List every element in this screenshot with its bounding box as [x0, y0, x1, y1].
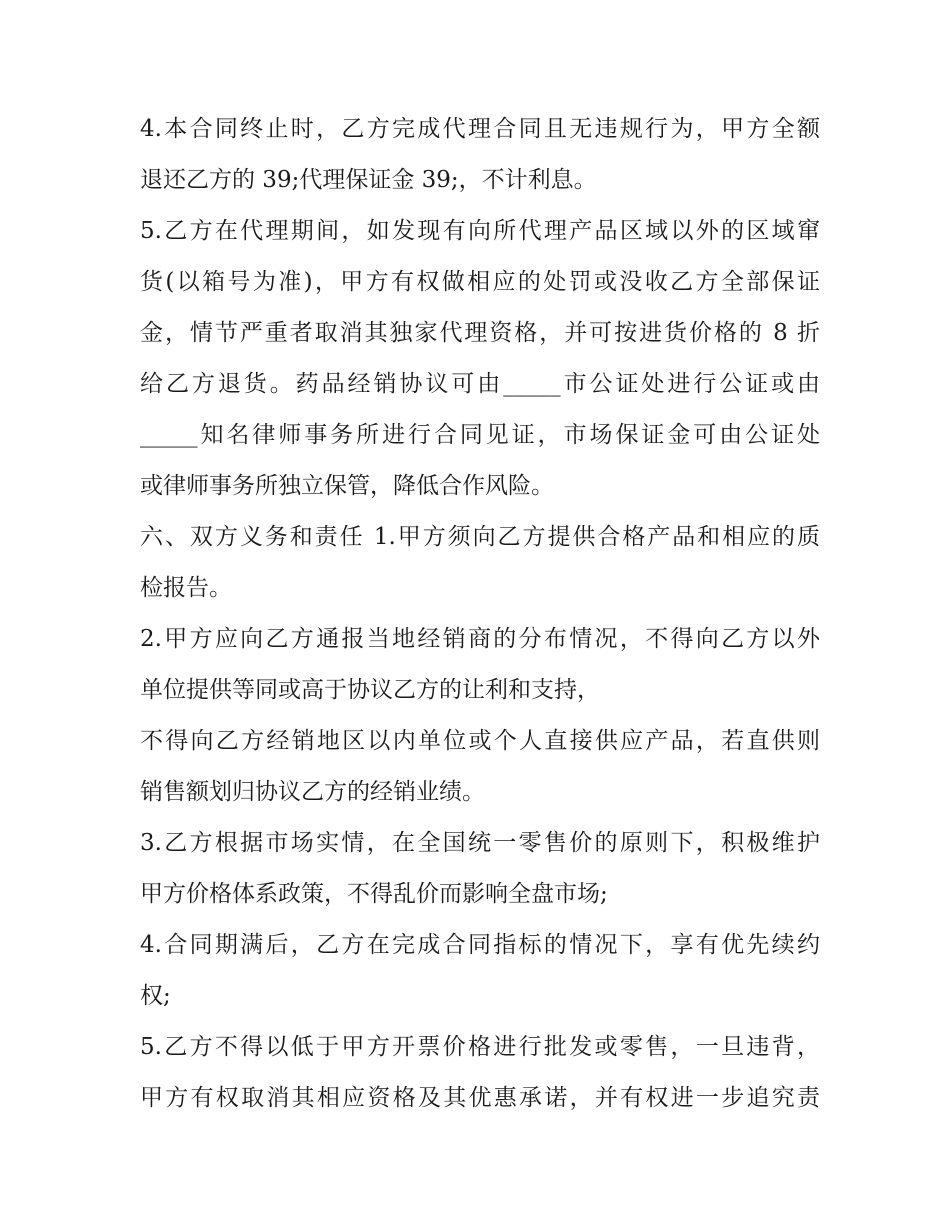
text-line: 权; [140, 983, 171, 1009]
text-line: 六、双方义务和责任 1.甲方须向乙方提供合格产品和相应的质 [140, 524, 820, 550]
text-line: 甲方价格体系政策，不得乱价而影响全盘市场; [140, 881, 608, 907]
text-line: _____知名律师事务所进行合同见证，市场保证金可由公证处 [140, 422, 820, 448]
text-line: 4.合同期满后，乙方在完成合同指标的情况下，享有优先续约 [140, 932, 820, 958]
text-line: 退还乙方的 39;代理保证金 39;，不计利息。 [140, 167, 597, 193]
text-line: 给乙方退货。药品经销协议可由_____市公证处进行公证或由 [140, 371, 820, 397]
text-line: 5.乙方在代理期间，如发现有向所代理产品区域以外的区域窜 [140, 218, 820, 244]
text-line: 4.本合同终止时，乙方完成代理合同且无违规行为，甲方全额 [140, 116, 820, 142]
text-line: 2.甲方应向乙方通报当地经销商的分布情况，不得向乙方以外 [140, 626, 820, 652]
text-line: 单位提供等同或高于协议乙方的让利和支持， [140, 677, 600, 703]
text-line: 3.乙方根据市场实情，在全国统一零售价的原则下，积极维护 [140, 830, 820, 856]
text-line: 检报告。 [140, 575, 232, 601]
text-line: 或律师事务所独立保管，降低合作风险。 [140, 473, 554, 499]
text-line: 甲方有权取消其相应资格及其优惠承诺，并有权进一步追究责 [140, 1085, 820, 1111]
text-line: 5.乙方不得以低于甲方开票价格进行批发或零售，一旦违背， [140, 1034, 820, 1060]
text-line: 销售额划归协议乙方的经销业绩。 [140, 779, 485, 805]
document-body [140, 104, 820, 1124]
text-line: 金，情节严重者取消其独家代理资格，并可按进货价格的 8 折 [140, 320, 820, 346]
text-line: 不得向乙方经销地区以内单位或个人直接供应产品，若直供则 [140, 728, 820, 754]
text-line: 货(以箱号为准)，甲方有权做相应的处罚或没收乙方全部保证 [140, 269, 820, 295]
